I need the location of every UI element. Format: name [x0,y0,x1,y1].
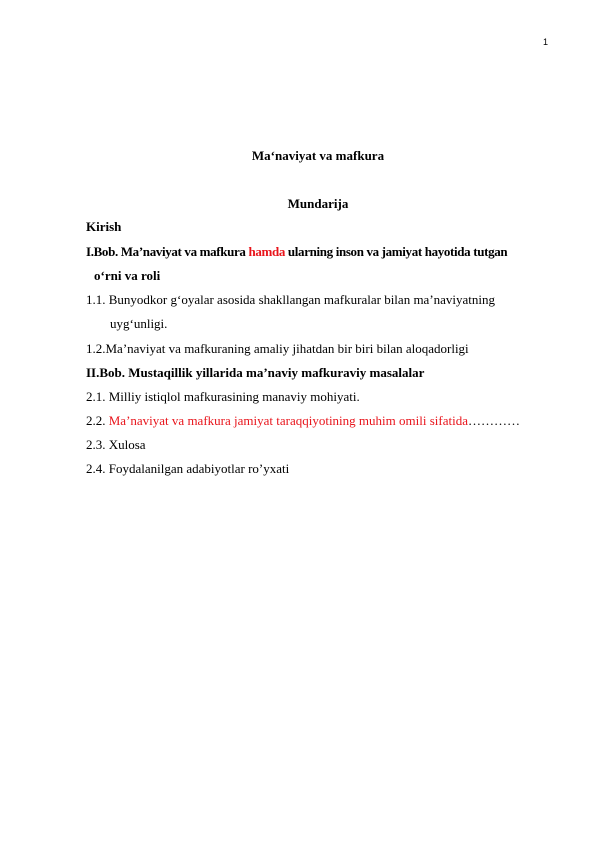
toc-heading: Mundarija [287,196,349,211]
toc-item-2-2 [86,413,520,429]
toc-chapter-1-text-b: ularning inson va jamiyat hayotida tutgan [285,244,508,259]
toc-chapter-1 [86,244,507,260]
toc-chapter-1-highlight: hamda [248,244,286,259]
toc-chapter-1-continuation: o‘rni va roli [94,268,161,283]
page-number: 1 [542,37,548,47]
toc-chapter-1-text-a: Bob. Ma’naviyat va mafkura [93,244,249,259]
toc-chapter-1-prefix: I. [86,244,94,259]
toc-item-2-4: 2.4. Foydalanilgan adabiyotlar ro’yxati [86,461,290,476]
toc-chapter-2-text: Bob. Mustaqillik yillarida ma’naviy mafkuraviy masalalar [99,365,425,380]
toc-chapter-2-prefix: II. [86,365,100,380]
toc-chapter-2 [86,365,424,381]
toc-intro: Kirish [86,219,122,234]
toc-item-1-1-continuation: uyg‘unligi. [110,316,168,331]
toc-item-2-2-text: Ma’naviyat va mafkura jamiyat taraqqiyotining muhim omili sifatida [108,413,468,428]
toc-item-1-1: 1.1. Bunyodkor g‘oyalar asosida shakllangan mafkuralar bilan ma’naviyatning [86,292,496,307]
toc-item-2-2-number: 2.2. [86,413,109,428]
toc-item-1-2: 1.2.Ma’naviyat va mafkuraning amaliy jihatdan bir biri bilan aloqadorligi [86,341,469,356]
document-title: Ma‘naviyat va mafkura [251,148,385,163]
toc-item-2-1: 2.1. Milliy istiqlol mafkurasining manaviy mohiyati. [86,389,360,404]
toc-item-2-3: 2.3. Xulosa [86,437,146,452]
toc-item-2-2-dots: ………… [467,413,520,428]
